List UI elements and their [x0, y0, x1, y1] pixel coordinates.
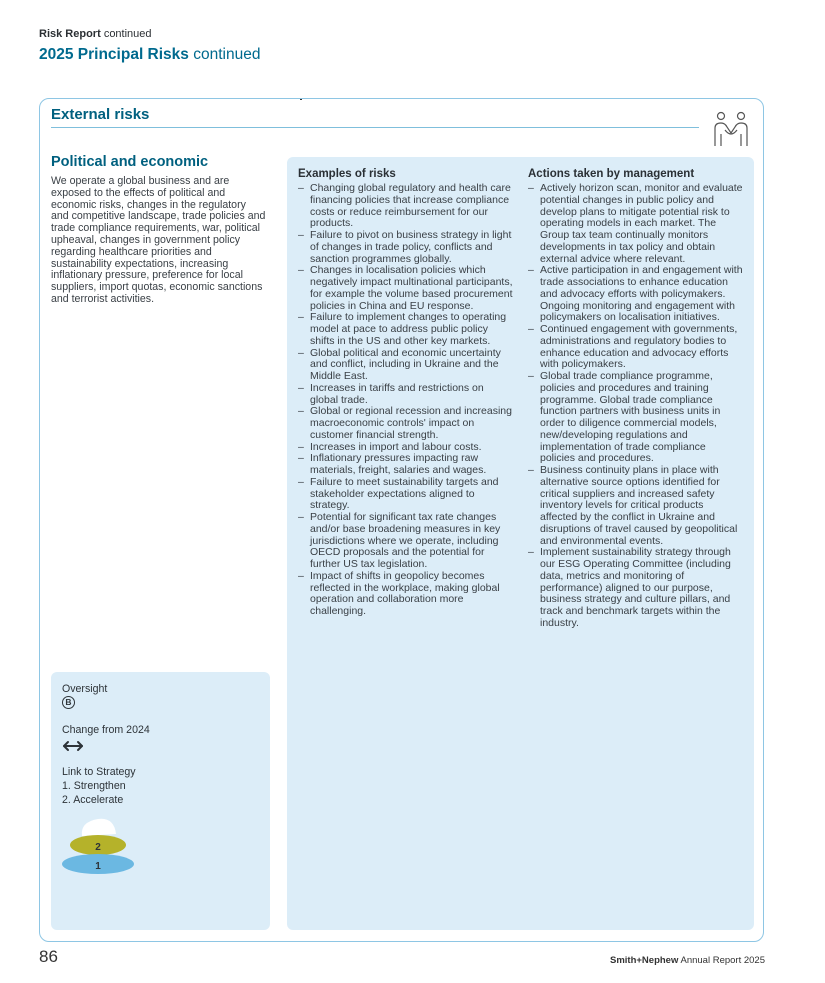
- list-item-text: Global or regional recession and increasing macroeconomic controls' impact on customer financial strength.: [310, 405, 512, 441]
- bullet-dash: –: [298, 511, 304, 523]
- list-item-text: Changes in localisation policies which negatively impact multinational participants, for example the volume based procurement policies in China and EU response.: [310, 264, 513, 312]
- risk-description: We operate a global business and are exposed to the effects of political and economic risks, changes in the regulatory and competitive landscape, trade policies and trade compliance requirements, war, political upheaval, changes in government policy regarding healthcare priorities and sustainability expectations, increasing inflationary pressure, preference for local suppliers, import quotas, economic sanctions and terrorist activities.: [51, 175, 266, 305]
- list-item: [528, 547, 743, 629]
- actions-heading: Actions taken by management: [528, 168, 695, 180]
- footer-brand: [610, 955, 765, 966]
- double-arrow-icon: [62, 740, 84, 752]
- list-item: [528, 324, 743, 371]
- list-item-text: Failure to meet sustainability targets and stakeholder expectations aligned to strategy.: [310, 475, 499, 512]
- bullet-dash: –: [528, 264, 534, 277]
- list-item: [298, 453, 514, 477]
- examples-list: [298, 183, 514, 618]
- list-item-text: Global political and economic uncertainty and conflict, including in Ukraine and the Middle East.: [310, 346, 501, 382]
- bullet-dash: –: [298, 264, 304, 277]
- page-number: 86: [39, 947, 58, 966]
- list-item: [298, 183, 514, 230]
- report-continued: continued: [103, 28, 152, 40]
- stone-label-1: 1: [95, 861, 101, 872]
- list-item: [528, 265, 743, 324]
- bullet-dash: –: [298, 569, 304, 582]
- list-item-text: Global trade compliance programme, policies and procedures and training programme. Global trade compliance function partners with business units in order to diligence commercial models, new/developing regulations and implementation of trade compliance policies and procedures.: [540, 370, 721, 465]
- list-item: [298, 406, 514, 441]
- actions-column: [528, 168, 743, 630]
- list-item: [298, 477, 514, 512]
- category-divider: [51, 127, 699, 128]
- section-title-text: 2025 Principal Risks: [39, 46, 189, 63]
- bullet-dash: –: [298, 405, 304, 418]
- list-item: [298, 383, 514, 407]
- strategy-item: 1. Strengthen: [62, 780, 126, 792]
- list-item-text: Increases in import and labour costs.: [310, 440, 482, 453]
- stone-label-2: 2: [95, 842, 101, 853]
- bullet-dash: –: [298, 182, 304, 194]
- bullet-dash: –: [298, 229, 304, 241]
- list-item: [528, 465, 743, 547]
- people-handshake-icon: [710, 110, 752, 148]
- report-label: Risk Report: [39, 28, 101, 40]
- bullet-dash: –: [298, 452, 304, 465]
- list-item-text: Actively horizon scan, monitor and evaluate potential changes in public policy and develop plans to mitigate potential risk to operating models in each market. The Group tax team continually monitors developments in tax policy and obtain external advice where relevant.: [540, 182, 743, 265]
- list-item-text: Inflationary pressures impacting raw materials, freight, salaries and wages.: [310, 452, 487, 476]
- bullet-dash: –: [528, 370, 534, 382]
- change-label: Change from 2024: [62, 724, 150, 736]
- examples-heading: Examples of risks: [298, 168, 396, 180]
- list-item-text: Potential for significant tax rate changes and/or base broadening measures in key jurisdictions where we operate, including OECD proposals and the potential for further US tax legislation.: [310, 511, 501, 570]
- strategy-label: Link to Strategy: [62, 766, 136, 778]
- oversight-badge: B: [62, 696, 75, 709]
- list-item: [298, 348, 514, 383]
- list-item-text: Active participation in and engagement with trade associations to enhance education and advocacy efforts with policymakers. Ongoing monitoring and engagement with policymakers on localisation initiatives.: [540, 264, 743, 324]
- list-item-text: Changing global regulatory and health care financing policies that increase compliance costs or reduce reimbursement for our products.: [310, 182, 511, 230]
- oversight-label: Oversight: [62, 683, 108, 695]
- brand-name: Smith+Nephew: [609, 955, 679, 966]
- list-item: [298, 230, 514, 265]
- list-item-text: Impact of shifts in geopolicy becomes reflected in the workplace, making global operation and collaboration more challenging.: [310, 569, 500, 617]
- list-item-text: Continued engagement with governments, administrations and regulatory bodies to enhance education and advocacy efforts with policymakers.: [540, 323, 738, 371]
- strategy-item: 2. Accelerate: [62, 794, 124, 806]
- bullet-dash: –: [528, 182, 534, 194]
- list-item-text: Failure to implement changes to operating model at pace to address public policy shifts in the US and other key markets.: [310, 311, 507, 347]
- section-title: [39, 46, 260, 64]
- list-item-text: Business continuity plans in place with alternative source options identified for critical suppliers and increased safety inventory levels for critical products affected by the conflict in Ukraine and disruptions of travel caused by geopolitical and environmental events.: [540, 464, 738, 547]
- strategy-stones: [60, 808, 136, 878]
- list-item: [298, 265, 514, 312]
- actions-list: [528, 183, 743, 630]
- bullet-dash: –: [298, 440, 304, 453]
- risk-title: Political and economic: [51, 154, 209, 170]
- bullet-dash: –: [298, 381, 304, 394]
- bullet-dash: –: [528, 546, 534, 559]
- report-name: Annual Report 2025: [680, 955, 765, 966]
- bullet-dash: –: [528, 323, 534, 335]
- list-item: [528, 371, 743, 465]
- list-item-text: Failure to pivot on business strategy in light of changes in trade policy, conflicts and sanction programmes globally.: [310, 229, 512, 265]
- list-item: [528, 183, 743, 265]
- stone-top: [82, 819, 116, 836]
- bullet-dash: –: [298, 311, 304, 324]
- list-item: [298, 512, 514, 571]
- examples-column: [298, 168, 514, 618]
- bullet-dash: –: [528, 464, 534, 476]
- list-item-text: Increases in tariffs and restrictions on global trade.: [310, 381, 484, 406]
- bullet-dash: –: [298, 475, 304, 488]
- category-title: External risks: [51, 106, 150, 123]
- running-header: [39, 28, 152, 40]
- section-continued: continued: [193, 46, 261, 63]
- list-item: [298, 571, 514, 618]
- bullet-dash: –: [298, 346, 304, 359]
- list-item: [298, 312, 514, 347]
- list-item-text: Implement sustainability strategy through our ESG Operating Committee (including data, metrics and monitoring of performance) aligned to our purpose, business strategy and culture pillars, and track and benchmark targets within the industry.: [540, 546, 731, 629]
